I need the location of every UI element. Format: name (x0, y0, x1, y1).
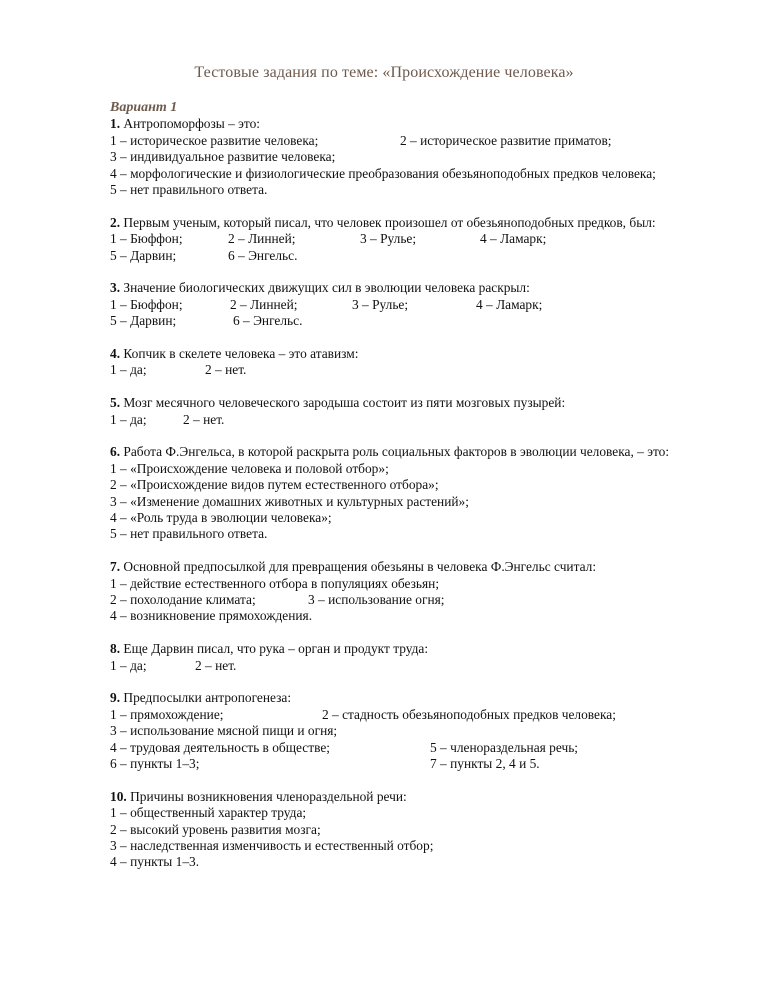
answer-option: 1 – Бюффон; (110, 231, 183, 247)
answer-option: 2 – «Происхождение видов путем естественного отбора»; (110, 477, 439, 493)
answer-option: 1 – да; (110, 411, 147, 427)
answer-line (110, 231, 710, 247)
question-3 (110, 280, 710, 329)
question-stem (110, 559, 710, 575)
question-9 (110, 690, 710, 772)
answer-option: 3 – Рулье; (360, 231, 417, 247)
question-stem (110, 346, 710, 362)
answer-option: 3 – «Изменение домашних животных и культурных растений»; (110, 493, 469, 509)
answer-line (110, 707, 710, 723)
question-number: 10. (110, 788, 127, 804)
answer-option: 4 – Ламарк; (480, 231, 547, 247)
answer-line (110, 756, 710, 772)
question-stem (110, 641, 710, 657)
question-text: Причины возникновения членораздельной речи: (130, 788, 407, 804)
answer-option: 1 – историческое развитие человека; (110, 132, 319, 148)
answer-line (110, 723, 710, 739)
question-8 (110, 641, 710, 674)
answer-option: 2 – Линней; (230, 296, 298, 312)
test-content (110, 100, 710, 887)
answer-option: 1 – Бюффон; (110, 296, 183, 312)
question-text: Работа Ф.Энгельса, в которой раскрыта роль социальных факторов в эволюции человека, – это: (123, 444, 670, 460)
answer-line (110, 822, 710, 838)
question-text: Еще Дарвин писал, что рука – орган и продукт труда: (123, 641, 429, 657)
question-text: Копчик в скелете человека – это атавизм: (123, 345, 359, 361)
answer-option: 7 – пункты 2, 4 и 5. (430, 755, 540, 771)
answer-line (110, 740, 710, 756)
answer-option: 1 – прямохождение; (110, 706, 224, 722)
answer-option: 4 – «Роль труда в эволюции человека»; (110, 509, 332, 525)
question-7 (110, 559, 710, 625)
answer-option: 2 – высокий уровень развития мозга; (110, 821, 321, 837)
question-text: Мозг месячного человеческого зародыша состоит из пяти мозговых пузырей: (123, 395, 566, 411)
variant-label: Вариант 1 (110, 100, 178, 115)
answer-line (110, 477, 710, 493)
answer-line (110, 412, 710, 428)
answer-option: 3 – наследственная изменчивость и естественный отбор; (110, 837, 434, 853)
answer-option: 4 – возникновение прямохождения. (110, 608, 313, 624)
question-stem (110, 444, 710, 460)
answer-option: 3 – использование огня; (308, 591, 445, 607)
answer-option: 5 – Дарвин; (110, 247, 177, 263)
question-stem (110, 215, 710, 231)
question-stem (110, 789, 710, 805)
answer-option: 6 – пункты 1–3; (110, 755, 200, 771)
question-number: 2. (110, 214, 121, 230)
answer-option: 1 – «Происхождение человека и половой отбор»; (110, 460, 389, 476)
answer-line (110, 658, 710, 674)
question-text: Антропоморфозы – это: (123, 116, 261, 132)
answer-option: 4 – трудовая деятельность в обществе; (110, 739, 330, 755)
answer-line (110, 461, 710, 477)
question-number: 7. (110, 559, 121, 575)
answer-line (110, 592, 710, 608)
answer-option: 1 – действие естественного отбора в популяциях обезьян; (110, 575, 440, 591)
answer-line (110, 149, 710, 165)
question-text: Предпосылки антропогенеза: (123, 690, 292, 706)
answer-option: 2 – похолодание климата; (110, 591, 256, 607)
question-6 (110, 444, 710, 542)
answer-line (110, 854, 710, 870)
answer-option: 3 – индивидуальное развитие человека; (110, 149, 336, 165)
question-text: Основной предпосылкой для превращения обезьяны в человека Ф.Энгельс считал: (123, 559, 597, 575)
answer-option: 4 – пункты 1–3. (110, 854, 200, 870)
question-stem (110, 690, 710, 706)
answer-line (110, 526, 710, 542)
question-2 (110, 215, 710, 264)
answer-option: 4 – Ламарк; (476, 296, 543, 312)
page-title: Тестовые задания по теме: «Происхождение человека» (194, 64, 574, 81)
question-number: 6. (110, 444, 121, 460)
answer-line (110, 362, 710, 378)
answer-option: 3 – использование мясной пищи и огня; (110, 723, 338, 739)
question-5 (110, 395, 710, 428)
answer-line (110, 313, 710, 329)
question-text: Первым ученым, который писал, что человек произошел от обезьяноподобных предков, был: (123, 214, 656, 230)
answer-option: 5 – членораздельная речь; (430, 739, 579, 755)
answer-option: 5 – нет правильного ответа. (110, 182, 268, 198)
answer-line (110, 166, 710, 182)
question-10 (110, 789, 710, 871)
answer-option: 2 – нет. (205, 362, 247, 378)
answer-option: 5 – Дарвин; (110, 313, 177, 329)
answer-line (110, 510, 710, 526)
answer-option: 3 – Рулье; (352, 296, 409, 312)
answer-option: 2 – стадность обезьяноподобных предков человека; (322, 706, 616, 722)
question-stem (110, 395, 710, 411)
answer-line (110, 494, 710, 510)
answer-line (110, 133, 710, 149)
answer-line (110, 182, 710, 198)
answer-option: 6 – Энгельс. (228, 247, 298, 263)
answer-option: 2 – Линней; (228, 231, 296, 247)
answer-option: 4 – морфологические и физиологические преобразования обезьяноподобных предков человека; (110, 165, 656, 181)
question-number: 5. (110, 395, 121, 411)
answer-option: 5 – нет правильного ответа. (110, 526, 268, 542)
answer-option: 1 – да; (110, 657, 147, 673)
question-stem (110, 116, 710, 132)
answer-line (110, 805, 710, 821)
answer-line (110, 248, 710, 264)
answer-option: 1 – общественный характер труда; (110, 805, 307, 821)
question-number: 4. (110, 345, 121, 361)
question-1 (110, 116, 710, 198)
answer-line (110, 297, 710, 313)
question-number: 9. (110, 690, 121, 706)
answer-option: 2 – нет. (195, 657, 237, 673)
question-number: 8. (110, 641, 121, 657)
answer-option: 1 – да; (110, 362, 147, 378)
question-number: 3. (110, 280, 121, 296)
question-stem (110, 280, 710, 296)
question-number: 1. (110, 116, 121, 132)
answer-line (110, 608, 710, 624)
question-text: Значение биологических движущих сил в эволюции человека раскрыл: (123, 280, 530, 296)
answer-line (110, 576, 710, 592)
answer-option: 6 – Энгельс. (233, 313, 303, 329)
answer-option: 2 – нет. (183, 411, 225, 427)
answer-line (110, 838, 710, 854)
question-list (110, 116, 710, 870)
question-4 (110, 346, 710, 379)
answer-option: 2 – историческое развитие приматов; (400, 132, 612, 148)
